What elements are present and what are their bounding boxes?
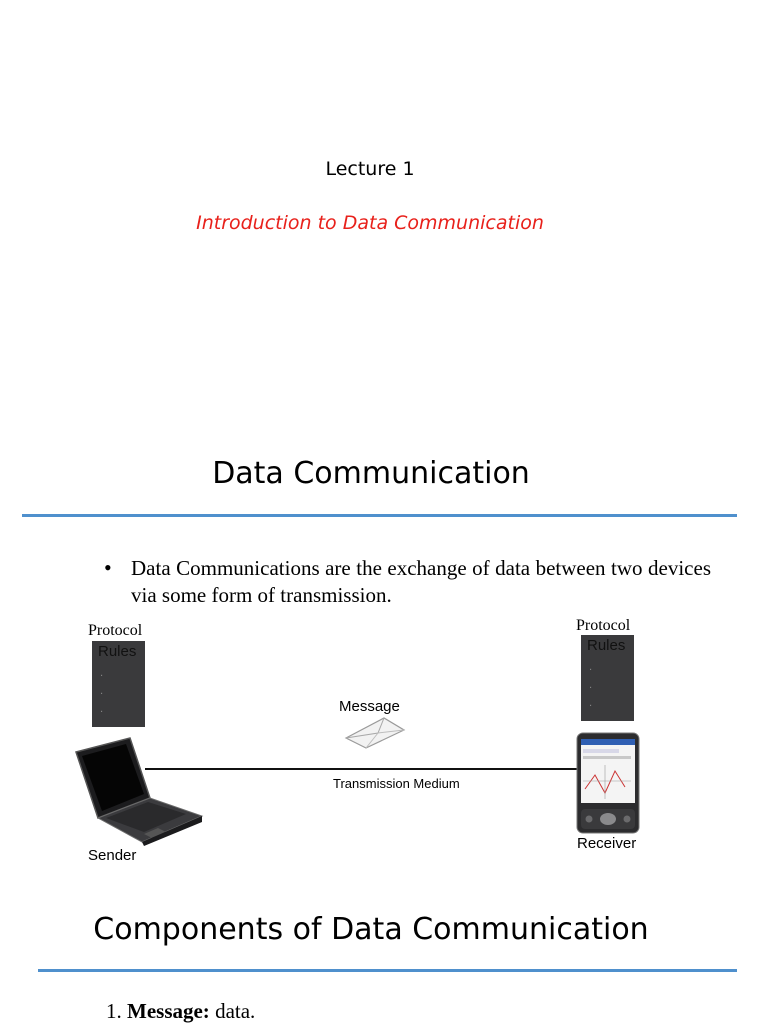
laptop-icon (72, 736, 204, 846)
component-item-message (106, 999, 255, 1024)
protocol-label-right: Protocol (576, 617, 631, 634)
message-label: Message (339, 698, 400, 715)
definition-text: Data Communications are the exchange of data between two devices via some form of transmission. (131, 556, 711, 607)
item-number: 1. (106, 999, 122, 1023)
protocol-label-left: Protocol (88, 622, 143, 639)
item-term: Message: (127, 999, 210, 1023)
rules-box-left (92, 641, 145, 727)
rules-label-left: Rules (98, 643, 137, 660)
rules-label-right: Rules (587, 637, 626, 654)
pda-device-icon (575, 731, 641, 835)
transmission-medium-label: Transmission Medium (333, 776, 460, 791)
transmission-line (145, 768, 577, 770)
receiver-label: Receiver (577, 835, 637, 852)
rules-dots-left: . . . (100, 668, 104, 715)
slide-title-data-communication: Data Communication (212, 456, 530, 491)
bullet-icon: • (104, 555, 112, 580)
envelope-icon (344, 716, 406, 750)
slide-title-components: Components of Data Communication (93, 912, 649, 947)
sender-label: Sender (88, 847, 137, 864)
lecture-number: Lecture 1 (325, 158, 415, 180)
item-description: data. (215, 999, 256, 1023)
rules-box-right (581, 635, 634, 721)
rules-dots-right: . . . (589, 662, 593, 709)
title-divider (22, 514, 737, 517)
title-divider-2 (38, 969, 737, 972)
lecture-subtitle: Introduction to Data Communication (196, 212, 544, 234)
